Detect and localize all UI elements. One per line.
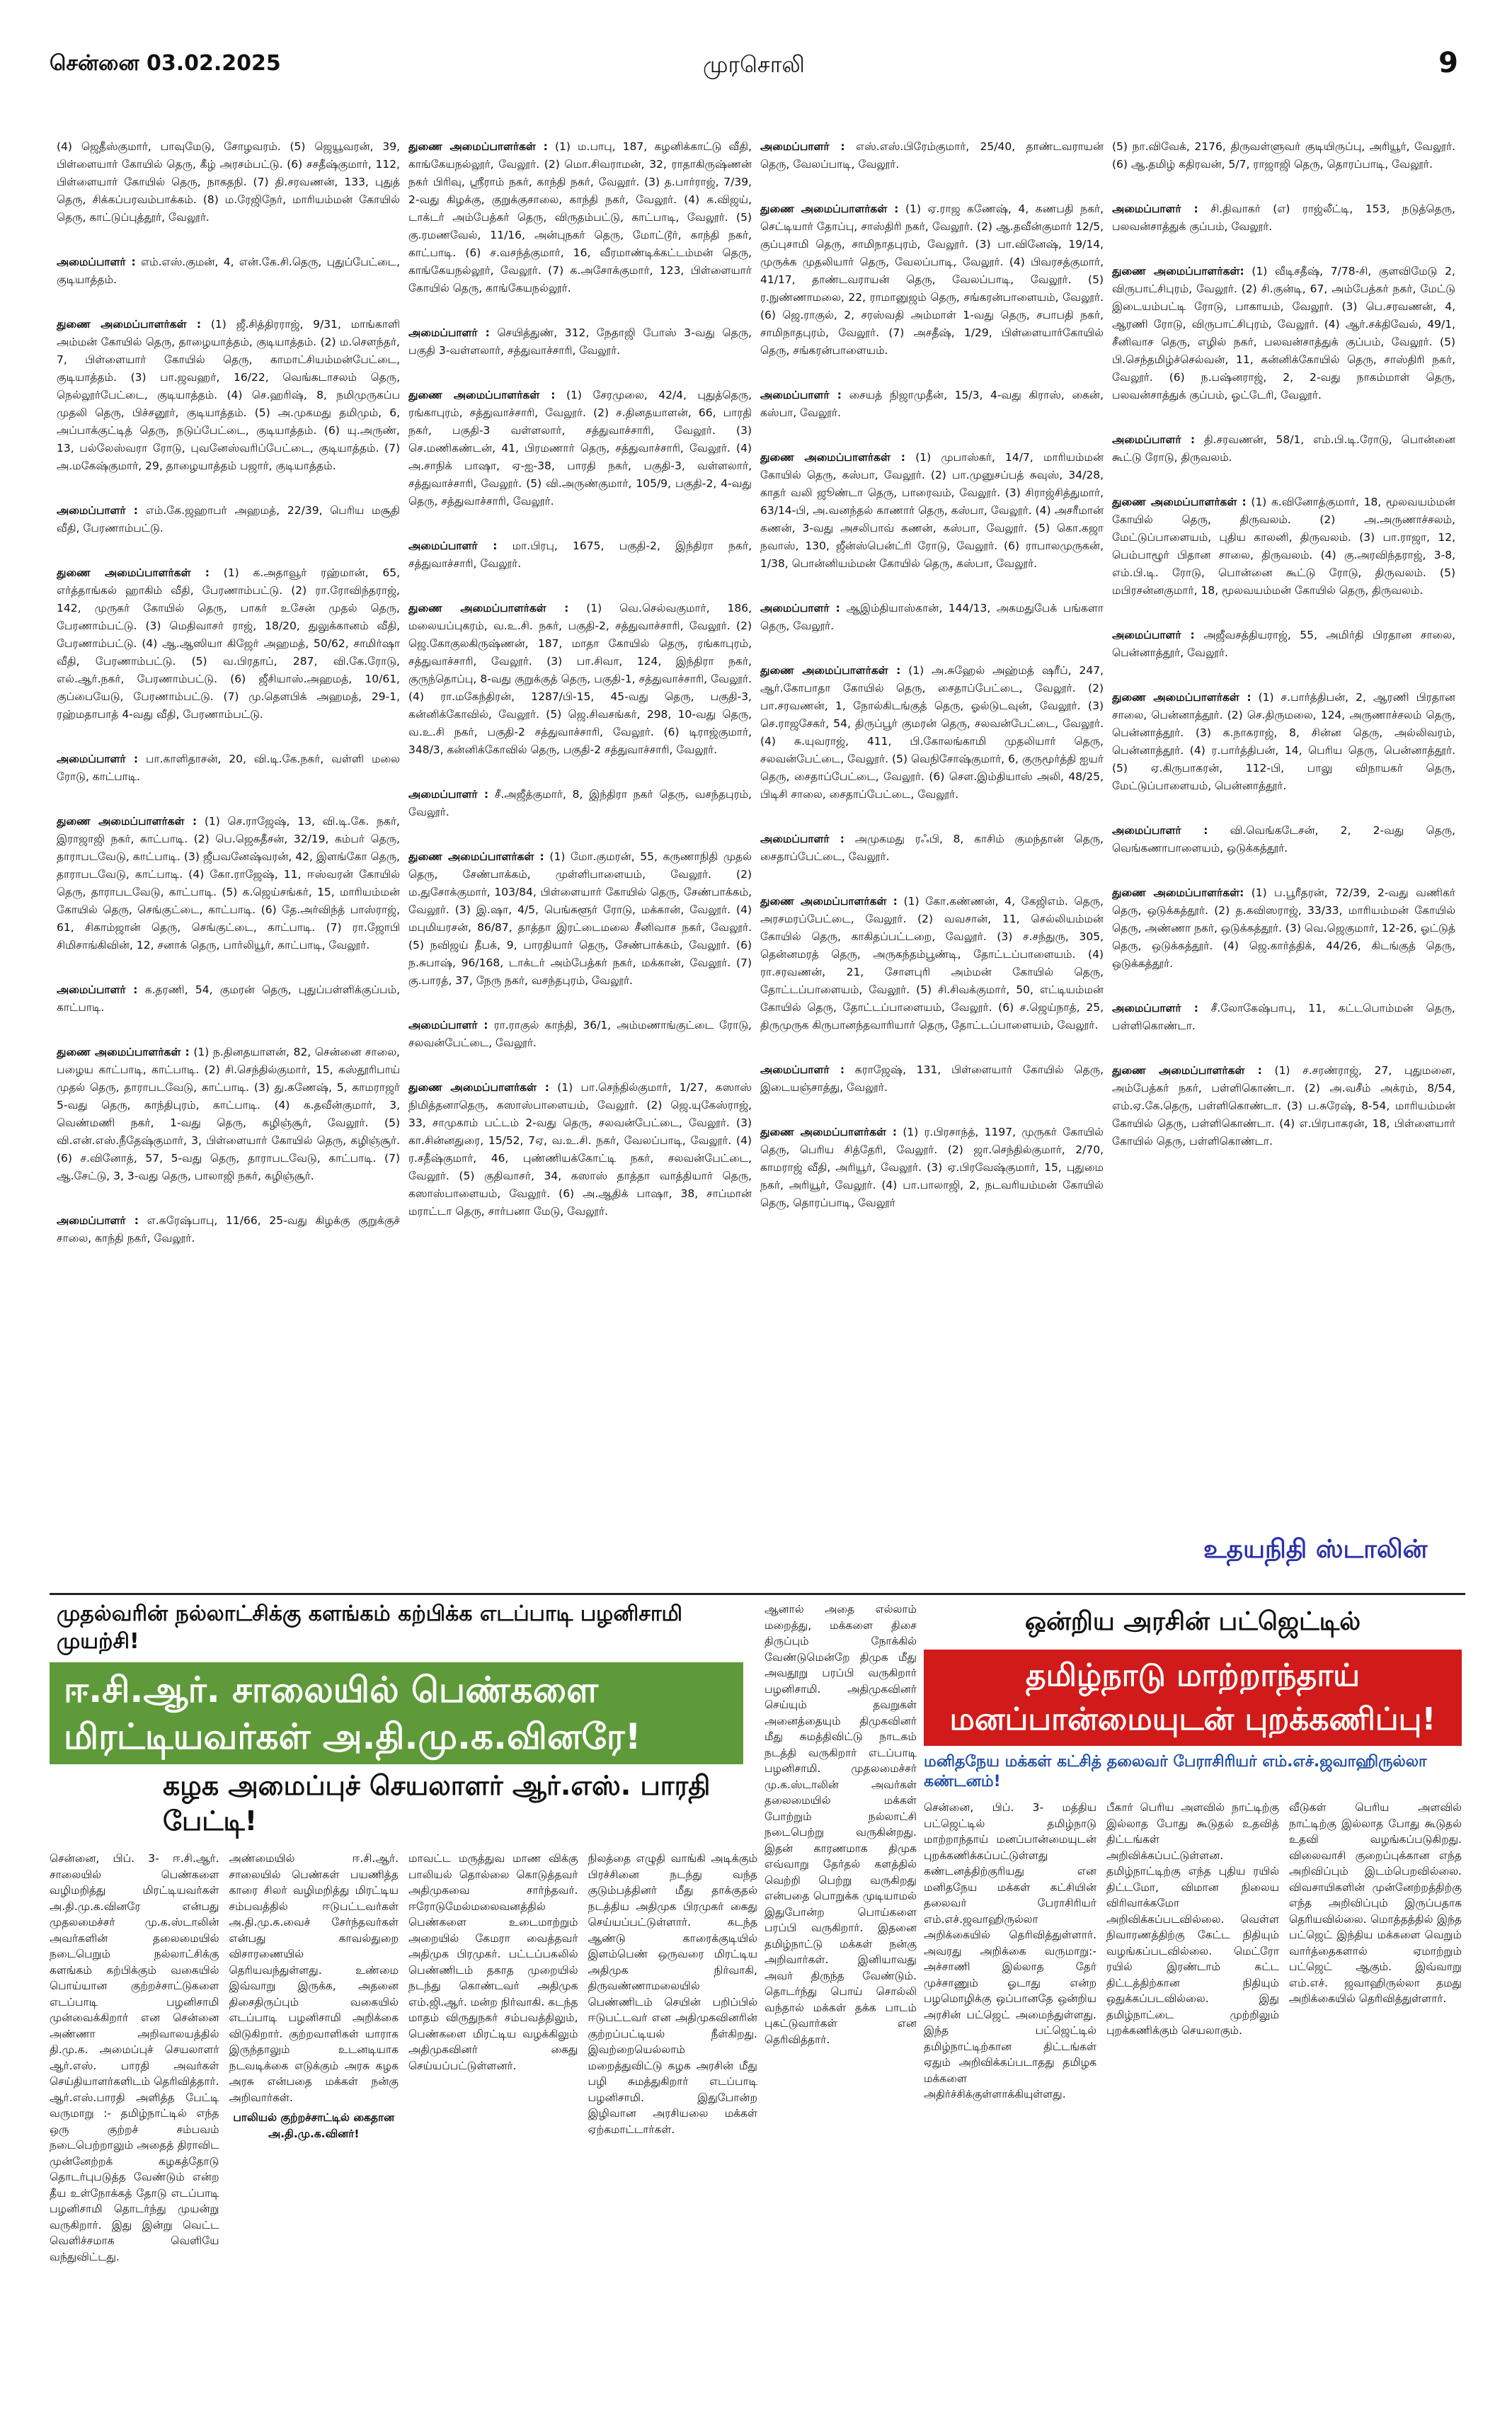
- entry-text: (1) ச.சரண்ராஜ், 27, புதுமனை, அம்பேத்கர் நகர், பள்ளிகொண்டா. (2) அ.வசீம் அக்ரம், 8/54, எம்.ஏ.கே.தெரு, பள்ளிகொண்டா. (3) ப.சுரேஷ், 8-54, மாரியம்மன் கோயில் தெரு, பள்ளிகொண்டா. (4) எ.பிரபாகரன், 18, பிள்ளையார் கோயில் தெரு, பள்ளிகொண்டா.: [1112, 1064, 1455, 1148]
- entry-text: (1) ச.பார்த்திபன், 2, ஆரணி பிரதான சாலை, பென்னாத்தூர். (2) செ.திருமலை, 124, அருணாச்சலம் தெரு, பென்னாத்தூர். (3) க.நாகராஜ், 8, சின்ன தெரு, அல்லிவரம், பென்னாத்தூர். (4) ர.பார்த்திபன், 14, பெரிய தெரு, பென்னாத்தூர். (5) ஏ.கிருபாகரன், 112-பி, பாலு விநாயகர் தெரு, மேட்டுப்பாளையம், பென்னாத்தூர்.: [1112, 691, 1455, 792]
- entry-text: தி.சரவணன், 58/1, எம்.பி.டி.ரோடு, பொன்னை கூட்டு ரோடு, திருவலம்.: [1112, 433, 1455, 464]
- entry-role-label: அமைப்பாளர் :: [1112, 202, 1198, 215]
- entry-text: சீ.லோகேஷ்பாபு, 11, கட்டபொம்மன் தெரு, பள்ளிகொண்டா.: [1112, 1002, 1455, 1032]
- listing-entry: [1112, 627, 1455, 662]
- entry-role-label: அமைப்பாளர் :: [760, 389, 842, 401]
- entry-text: எம்.எஸ்.குமன், 4, என்.கே.சி.தெரு, புதுப்பேட்டை, குடியாத்தம்.: [57, 256, 400, 286]
- entry-role-label: அமைப்பாளர் :: [408, 1019, 488, 1032]
- listing-entry: [760, 1061, 1104, 1097]
- entry-text: (1) வெ.செல்வகுமார், 186, மலையப்புகரம், வ.உ.சி. நகர், பகுதி-2, சத்துவாச்சாரி, வேலூர். (2) ஜெ.கோகுலகிருஷ்ணன், 187, மாதா கோயில் தெரு, ரங்காபுரம், சத்துவாச்சாரி, வேலூர். (3) பா.சிவா, 124, இந்திரா நகர், குருந்தொப்பு, 8-வது குறுக்குத் தெரு, பகுதி-1, சத்துவாச்சாரி, வேலூர். (4) ரா.மகேந்திரன், 1287/பி-15, 45-வது தெரு, பகுதி-3, கன்னிக்கோவில், வேலூர். (5) ஜெ.சிவசங்கர், 298, 10-வது தெரு, வ.உ.சி நகர், பகுதி-2 சத்துவாச்சாரி, வேலூர். (6) டிராஜ்குமார், 348/3, கன்னிக்கோவில் தெரு, பகுதி-2 சத்துவாச்சாரி, வேலூர்.: [408, 602, 752, 756]
- entry-text: (1) செ.ராஜேஷ், 13, வி.டி.கே. நகர், இராஜாஜி நகர், காட்பாடி. (2) பெ.ஜெகதீசன், 32/19, கம்பர் தெரு, தாராபடவேடு, காட்பாடி. (3) ஜீபவனேஷ்வரன், 42, இளங்கோ தெரு, தாராபடவேடு, காட்பாடி. (4) கோ.ராஜேஷ், 11, ஈஸ்வரன் கோயில் தெரு, தாராபடவேடு, காட்பாடி. (5) க.ஜெய்சங்கர், 15, மாரியம்மன் கோயில் தெரு, செங்குட்டை, காட்பாடி. (6) தே.அர்விந்த் பாஸ்ராஜ், 61, சிகாம்ஜான் தெரு, செங்குட்டை, காட்பாடி. (7) ரா.ஜோபி சிமிசாங்கிவின், 12, சனாக் தெரு, பார்லியூர், காட்பாடி, வேலூர்.: [57, 815, 400, 952]
- listing-entry: [760, 387, 1104, 422]
- entry-text: சீ.அஜீத்குமார், 8, இந்திரா நகர் தெரு, வசந்தபுரம், வேலூர்.: [408, 788, 752, 818]
- listing-entry: [57, 813, 400, 954]
- entry-text: (1) க.வினோத்குமார், 18, மூலவயம்மன் கோயில் தெரு, திருவலம். (2) அ.அருணாச்சலம், மேட்டுப்பாளையம், புதிய காலனி, திருவலம். (3) பா.ராஜா, 12, பெம்பாழூர் பிதான சாலை, திருவலம். (4) கு.அரவிந்தராஜ், 3-8, எம்.பி.டி. ரோடு, பொன்னை கூட்டு ரோடு, திருவலம். (5) மபிரசன்னகுமார், 18, மூலவயம்மன் கோயில் தெரு, திருவலம்.: [1112, 496, 1455, 597]
- entry-text: (1) ஏ.ராஜ கணேஷ், 4, கணபதி நகர், செட்டியார் தோப்பு, சாஸ்திரி நகர், வேலூர். (2) ஆ.தவீன்குமார் 12/5, குப்புசாமி தெரு, சாமிநாதபுரம், வேலூர். (3) பா.வினேஷ், 19/14, முருக்க முதலியார் தெரு, வேலப்பாடி, வேலூர். (4) பிவரசத்குமார், 41/17, தாண்டவராயன் தெரு, வேலப்பாடி, வேலூர். (5) ர.நுண்ணாமலை, 22, ராமானுஜம் தெரு, சங்கரன்பாளையம், வேலூர். (6) ஜெ.ராகுல், 2, சரஸ்வதி அம்மாள் 1-வது தெரு, சபாபதி நகர், சாமிநாதபுரம், வேலூர். (7) அசதீஷ், 1/29, பிள்ளையார்கோயில் தெரு, சங்கரன்பாளையம்.: [760, 202, 1104, 357]
- entry-role-label: துணை அமைப்பாளர்கள் :: [408, 389, 556, 401]
- entry-role-label: அமைப்பாளர் :: [1112, 433, 1196, 446]
- right-article-column: சென்னை, பிப். 3- மத்திய பட்ஜெட்டில் தமிழ்நாடு மாற்றாந்தாய் மனப்பான்மையுடன் புறக்கணிக்கப்பட்டுள்ளது கண்டனத்திற்குரியது என மனிதநேய மக்கள் கட்சியின் தலைவர் பேராசிரியர் எம்.எச்.ஜவாஹிருல்லா அறிக்கையில் தெரிவித்துள்ளார். அவரது அறிக்கை வருமாறு:- அச்சாணி இல்லாத தேர் முச்சாணும் ஓடாது என்ற பழமொழிக்கு ஒப்பானதே ஒன்றிய அரசின் பட்ஜெட் அமைந்துள்ளது. இந்த பட்ஜெட்டில் தமிழ்நாட்டிற்கான திட்டங்கள் ஏதும் அறிவிக்கப்படாதது தமிழக மக்களை அதிர்ச்சிக்குள்ளாக்கியுள்ளது.: [924, 1801, 1096, 2101]
- entry-text: (1) க.அதாவூர் ரஹ்மான், 65, எர்த்தாங்கல் ஹாகிம் வீதி, பேரணாம்பட்டு. (2) ரா.ரோவிந்தராஜ், 142, முருகர் கோயில் தெரு, பாகர் உசேன் முதல் தெரு, பேரணாம்பட்டு. (3) மெதிவாசர் ராஜ், 18/20, துலுக்கானம் வீதி, பேரணாம்பட்டு. (4) ஆ.ஆஸியா கிஜேர் அஹமத், 50/62, சாமிர்ஷா வீதி, பேரணாம்பட்டு. (5) வ.பிரதாப், 287, வி.கே.ரோடு, எல்.ஆர்.நகர், பேரணாம்பட்டு. (6) ஜீசியாஸ்.அஹமத், 10/61, குப்பையேடு, பேரணாம்பட்டு. (7) மு.தெளபிக் அஹமத், 29-1, ரஹ்மதாபாத் 4-வது வீதி, பேரணாம்பட்டு.: [57, 566, 401, 721]
- listing-entry: [57, 138, 400, 227]
- listing-entry: [760, 893, 1104, 1034]
- entry-text: மா.பிரபு, 1675, பகுதி-2, இந்திரா நகர், சத்துவாச்சாரி, வேலூர்.: [408, 539, 752, 570]
- listing-entry: [408, 324, 752, 360]
- entry-role-label: துணை அமைப்பாளர்கள் :: [408, 1081, 549, 1094]
- listing-column: [57, 138, 407, 1586]
- entry-role-label: துணை அமைப்பாளர்கள் :: [760, 451, 905, 464]
- left-article-column: [229, 1851, 399, 2417]
- left-article-column: நிலத்தை எழுதி வாங்கி அடிக்கும் பிரச்சினை நடந்து வந்த குடும்பத்தினர் மீது தாக்குதல் நடத்திய அதிமுக பிரமுகர் கைது செய்யப்பட்டுள்ளார். கடந்த ஆண்டு காரைக்குடியில் இளம்பெண் ஒருவரை மிரட்டிய அதிமுக நிர்வாகி, திருவண்ணாமலையில் பெண்ணிடம் செயின் பறிப்பில் ஈடுபட்டவர் என அதிமுகவினரின் குற்றப்பட்டியல் நீள்கிறது. இவற்றையெல்லாம் மறைத்துவிட்டு கழக அரசின் மீது பழி சுமத்துகிறார் எடப்பாடி பழனிசாமி. இதுபோன்ற இழிவான அரசியலை மக்கள் ஏற்கமாட்டார்கள்.: [588, 1852, 757, 2136]
- entry-role-label: அமைப்பாளர் :: [760, 602, 840, 615]
- entry-role-label: துணை அமைப்பாளர்கள் :: [1112, 691, 1252, 704]
- listing-entry: [57, 981, 400, 1017]
- listing-entry: [1112, 822, 1455, 857]
- listing-entry: [760, 662, 1104, 804]
- right-article-kicker: ஒன்றிய அரசின் பட்ஜெட்டில்: [1024, 1607, 1361, 1636]
- entry-role-label: அமைப்பாளர் :: [57, 256, 136, 268]
- entry-text: க.தரணி, 54, குமரன் தெரு, புதுப்பள்ளிக்குப்பம், காட்பாடி.: [57, 983, 400, 1014]
- left-article-headline: ஈ.சி.ஆர். சாலையில் பெண்களை மிரட்டியவர்கள் அ.தி.மு.க.வினரே!: [50, 1662, 743, 1764]
- entry-role-label: துணை அமைப்பாளர்கள் :: [408, 140, 548, 153]
- entry-role-label: அமைப்பாளர் :: [57, 1214, 139, 1227]
- right-article-body: [924, 1800, 1462, 2352]
- right-article-subhead: மனிதநேய மக்கள் கட்சித் தலைவர் பேராசிரியர் எம்.எச்.ஜவாஹிருல்லா கண்டனம்!: [924, 1753, 1427, 1790]
- page-number: 9: [1438, 47, 1458, 79]
- entry-text: ரா.ராகுல் காந்தி, 36/1, அம்மணாங்குட்டை ரோடு, சலவன்பேட்டை, வேலூர்.: [408, 1019, 752, 1049]
- entry-text: (1) ந.தினதயாளன், 82, சென்னை சாலை, பழைய காட்பாடி, காட்பாடி. (2) சி.செந்தில்குமார், 15, கஸ்தூரிபாய் முதல் தெரு, தாராபடவேடு, காட்பாடி. (3) து.கணேஷ், 5, காமராஜர் 5-வது தெரு, காந்திபுரம், காட்பாடி. (4) க.தவீன்குமார், 3, வெண்மணி நகர், 1-வது தெரு, கழிஞ்சூர், வேலூர். (5) வி.என்.எஸ்.நீதேஷ்குமார், 3, பிள்ளையார் கோயில் தெரு, கழிஞ்சூர். (6) ச.வினோத், 57, 5-வது தெரு, தாராபடவேடு, காட்பாடி. (7) ஆ.சேட்டு, 3, 3-வது தெரு, பாலாஜி நகர், கழிஞ்சூர்.: [57, 1046, 400, 1182]
- entry-role-label: அமைப்பாளர் :: [57, 504, 139, 517]
- entry-text: (1) வீடிசதீஷ், 7/78-சி, குளவிமேடு 2, விருபாட்சிபுரம், வேலூர். (2) சி.குன்டி, 67, அம்பேத்கர் நகர், மேட்டு இடையம்பட்டி ரோடு, பாகாயம், வேலூர். (3) பெ.சரவணன், 4, ஆரணி ரோடு, விருபாட்சிபுரம், வேலூர். (4) ஆர்.சக்திவேல், 49/1, சீனிவாச தெரு, எழில் நகர், பலவன்சாத்துக் குப்பம், வேலூர். (5) பி.செந்தமிழ்ச்செல்வன், 11, கன்னிக்கோயில் தெரு, சாஸ்திரி நகர், வேலூர். (6) ந.பஷ்னராஜ், 2, 2-வது நாகம்மாள் தெரு, பலவன்சாத்துக் குப்பம், ஓட்டேரி, வேலூர்.: [1112, 265, 1455, 401]
- listing-entry: [57, 502, 400, 537]
- listing-entry: [1112, 431, 1455, 467]
- header-date: சென்னை 03.02.2025: [50, 51, 281, 76]
- entry-text: (1) பா.செந்தில்குமார், 1/27, கஸாஸ் நிமித்தனாதெரு, கஸாஸ்பாளையம், வேலூர். (2) ஜெ.யுகேஸ்ராஜ், 33, சாமுகாம் பட்டம் 2-வது தெரு, சலவன்பேட்டை, வேலூர். (3) கா.சின்னதுரை, 15/52, 7ஏ, வ.உ.சி. நகர், வேலப்பாடி, வேலூர். (4) ர.சதீஷ்குமார், 46, புண்ணியக்கோட்டி நகர், சலவன்பேட்டை, வேலூர். (5) குதிவாசர், 34, கஸாஸ் தாத்தா வாத்தியார் தெரு, கஸாஸ்பாளையம், வேலூர். (6) அ.ஆதிக் பாஷா, 38, சாப்மான் மராட்டா தெரு, சார்பனா மேடு, வேலூர்.: [408, 1081, 752, 1218]
- listing-entry: [760, 830, 1104, 866]
- left-article-body: [50, 1851, 757, 2417]
- appointments-listing: [57, 138, 1462, 1586]
- listing-entry: [408, 600, 752, 759]
- left-article-column-text: அண்மையில் ஈ.சி.ஆர். சாலையில் பெண்கள் பயணித்த காரை சிலர் வழிமறித்து மிரட்டிய சம்பவத்தில் ஈடுபட்டவர்கள் அ.தி.மு.க.வைச் சேர்ந்தவர்கள் என்பது காவல்துறை விசாரணையில் தெரியவந்துள்ளது. உண்மை இவ்வாறு இருக்க, அதனை திசைதிருப்பும் வகையில் எடப்பாடி பழனிசாமி அறிக்கை விடுகிறார். குற்றவாளிகள் யாராக இருந்தாலும் உடனடியாக நடவடிக்கை எடுக்கும் அரசு கழக அரசு என்பதை மக்கள் நன்கு அறிவார்கள்.: [229, 1852, 399, 2104]
- listing-entry: [1112, 689, 1455, 795]
- entry-role-label: துணை அமைப்பாளர்கள் :: [1112, 496, 1247, 508]
- entry-role-label: அமைப்பாளர் :: [1112, 824, 1208, 837]
- entry-text: ஆஇம்தியாஸ்கான், 144/13, அகமதுபேக் பங்களா தெரு, வேலூர்.: [760, 602, 1104, 632]
- signature: உதயநிதி ஸ்டாலின்: [1203, 1535, 1428, 1564]
- entry-text: (1) அ.சுஹேல் அஹ்மத் ஷரீப், 247, ஆர்.கோபாதா கோயில் தெரு, சைதாப்பேட்டை, வேலூர். (2) பா.சரவணன், 1, நோல்கிடங்குத் தெரு, ஓல்டுடவுன், வேலூர். (3) செ.ராஜசேகர், 54, திருப்பூர் குமரன் தெரு, சலவன்பேட்டை, வேலூர். (4) சு.யுவராஜ், 411, பி.கோலங்காமி முதலியார் தெரு, சலவன்பேட்டை, வேலூர். (5) வெநிசோஷ்குமார், 6, குருமூர்த்தி ஐயர் தெரு, சைதாப்பேட்டை, வேலூர். (6) செள.இம்தியாஸ் அலி, 48/25, பிடிசி சாலை, சைதாப்பேட்டை, வேலூர்.: [760, 664, 1104, 801]
- listing-entry: [1112, 1000, 1455, 1035]
- entry-role-label: துணை அமைப்பாளர்கள் :: [57, 566, 210, 579]
- listing-entry: [1112, 200, 1455, 236]
- entry-role-label: துணை அமைப்பாளர்கள் :: [1112, 1064, 1262, 1077]
- listing-column: [1112, 138, 1462, 1586]
- page-header: [50, 47, 1458, 86]
- right-article-headline: தமிழ்நாடு மாற்றாந்தாய் மனப்பான்மையுடன் புறக்கணிப்பு!: [924, 1650, 1462, 1746]
- left-article-kicker: முதல்வரின் நல்லாட்சிக்கு களங்கம் கற்பிக்க எடப்பாடி பழனிசாமி முயற்சி!: [57, 1601, 683, 1654]
- listing-entry: [760, 600, 1104, 635]
- entry-text: சையத் நிஜாமுதீன், 15/3, 4-வது கிராஸ், கைன், கஸ்பா, வேலூர்.: [760, 389, 1104, 419]
- listing-entry: [57, 253, 400, 289]
- entry-role-label: அமைப்பாளர் :: [760, 1063, 845, 1076]
- listing-entry: [57, 750, 400, 786]
- entry-text: எ.சுரேஷ்பாபு, 11/66, 25-வது கிழக்கு குறுக்குச் சாலை, காந்தி நகர், வேலூர்.: [57, 1214, 400, 1245]
- entry-text: (1) சேரமுலை, 42/4, புதுத்தெரு, ரங்காபுரம், சத்துவாச்சாரி, வேலூர். (2) ச.தினதயாளன், 66, பாரதி நகர், பகுதி-3 வள்ளலார், சத்துவாச்சாரி, வேலூர். (3) செ.மணிகண்டன், 41, பிரமணார் தெரு, சத்துவாச்சாரி, வேலூர். (4) அ.சாநிக் பாஷா, ஏ-ஐ-38, பாரதி நகர், பகுதி-3, வள்ளலார், சத்துவாச்சாரி, வேலூர். (5) வி.அருண்குமார், 105/9, பகுதி-2, 4-வது தெரு, சத்துவாச்சாரி, வேலூர்.: [408, 389, 752, 508]
- entry-role-label: துணை அமைப்பாளர்கள் :: [760, 202, 899, 215]
- entry-role-label: துணை அமைப்பாளர்கள் :: [408, 602, 569, 615]
- listing-entry: [408, 848, 752, 990]
- listing-entry: [57, 1044, 400, 1185]
- listing-entry: [57, 564, 400, 724]
- listing-entry: [57, 1212, 400, 1247]
- entry-role-label: துணை அமைப்பாளர்கள் :: [57, 318, 202, 331]
- entry-text: (1) ர.பிரசாந்த், 1197, முருகர் கோயில் தெரு, பெரிய சித்தேரி, வேலூர். (2) ஜா.செந்தில்குமார், 2/70, காமராஜ் வீதி, அரியூர், வேலூர். (3) ஏ.பிரவேஷ்குமார், 15, புதுமை நகர், அரியூர், வேலூர். (4) பா.பாலாஜி, 2, நடவரியம்மன் கோயில் தெரு, தொரப்பாடி, வேலூர்: [760, 1126, 1104, 1209]
- newspaper-name: முரசொலி: [703, 51, 805, 78]
- entry-text: (1) ஜீ.சித்திரராஜ், 9/31, மாங்காளி அம்மன் கோயில் தெரு, தாழையாத்தம், குடியாத்தம். (2) ம.செளந்தர், 7, பிள்ளையார் கோயில் தெரு, காமாட்சியம்மன்பேட்டை, குடியாத்தம். (3) பா.ஜவஹர், 16/22, வெங்கடாசலம் தெரு, நெல்லூர்பேட்டை, குடியாத்தம். (4) செ.ஹரிஷ், 8, நமிமுருகப்ப முதலி தெரு, பிச்சனூர், குடியாத்தம். (5) அ.முகமது தமிமும், 6, அப்பாக்குட்டித் தெரு, நடுப்பேட்டை, குடியாத்தம். (6) யு.அருண், 13, பல்லேஸ்வரா ரோடு, புவனேஸ்வரிப்பேட்டை, குடியாத்தம். (7) அ.மகேஷ்குமார், 29, தாழையாத்தம் பஜார், குடியாத்தம்.: [57, 318, 400, 472]
- right-article-column: பீகார் பெரிய அளவில் நாட்டிற்கு இல்லாத போது கூடுதல் உதவித் திட்டங்கள் அறிவிக்கப்பட்டுள்ளன. தமிழ்நாட்டிற்கு எந்த புதிய ரயில் திட்டமோ, விமான நிலைய விரிவாக்கமோ அறிவிக்கப்படவில்லை. வெள்ள நிவாரணத்திற்கு கேட்ட நிதியும் வழங்கப்படவில்லை. மெட்ரோ ரயில் இரண்டாம் கட்ட திட்டத்திற்கான நிதியும் ஒதுக்கப்படவில்லை. இது தமிழ்நாட்டை முற்றிலும் புறக்கணிக்கும் செயலாகும்.: [1106, 1801, 1279, 2037]
- right-article-column: வீடுகள் பெரிய அளவில் நாட்டிற்கு இல்லாத போது கூடுதல் உதவி வழங்கப்படுகிறது. விலைவாசி குறைப்புக்கான எந்த அறிவிப்பும் இடம்பெறவில்லை. விவசாயிகளின் முன்னேற்றத்திற்கு எந்த அறிவிப்பும் இருப்பதாக தெரியவில்லை. மொத்தத்தில் இந்த பட்ஜெட் இந்திய மக்களை வெறும் வார்த்தைகளால் ஏமாற்றும் பட்ஜெட் ஆகும். இவ்வாறு எம்.எச். ஜவாஹிருல்லா தமது அறிக்கையில் தெரிவித்துள்ளார்.: [1289, 1801, 1462, 2005]
- entry-text: அஜீவசத்தியராஜ், 55, அமிர்தி பிரதான சாலை, பென்னாத்தூர், வேலூர்.: [1112, 629, 1455, 659]
- entry-role-label: துணை அமைப்பாளர்கள் :: [760, 664, 901, 677]
- entry-text: சி.திவாகர் (எ) ராஜ்லீட்டி, 153, நடுத்தெரு, பலவன்சாத்துக் குப்பம், வேலூர்.: [1112, 202, 1455, 233]
- entry-text: பா.காளிதாசன், 20, வி.டி.கே.நகர், வள்ளி மலை ரோடு, காட்பாடி.: [57, 753, 400, 783]
- entry-text: (1) ம.பாபு, 187, கழனிக்காட்டு வீதி, காங்கேயநல்லூர், வேலூர். (2) மொ.சிவராமன், 32, ராதாகிருஷ்ணன் நகர் பிரிவு, ஸ்ரீராம் நகர், காந்தி நகர், வேலூர். (3) த.பார்ராஜ், 7/39, 2-வது கிழக்கு, குறுக்குசாலை, காந்தி நகர், வேலூர். (4) க.விஜய், டாக்டர் அம்பேத்கர் தெரு, விருதம்பட்டு, காட்பாடி, வேலூர். (5) கு.ரமணவேல், 11/16, அன்புநகர் தெரு, மோட்டூர், காந்தி நகர், காட்பாடி. (6) ச.வசந்த்குமார், 16, வீரமாண்டிக்கட்டம்மன் தெரு, காங்கேயநல்லூர், வேலூர். (7) க.அசோக்குமார், 123, பிள்ளையார் கோயில் தெரு, காங்கேயநல்லூர்.: [408, 140, 752, 295]
- listing-entry: [408, 1079, 752, 1221]
- left-article: [50, 1601, 757, 2309]
- listing-column: [408, 138, 759, 1586]
- left-article-subhead: கழக அமைப்புச் செயலாளர் ஆர்.எஸ். பாரதி பேட்டி!: [163, 1770, 711, 1836]
- listing-entry: [1112, 138, 1455, 173]
- entry-role-label: துணை அமைப்பாளர்கள் :: [57, 1046, 190, 1058]
- entry-text: (1) கோ.கண்ணன், 4, கேஜிஎம். தெரு, அரசமரப்பேட்டை, வேலூர். (2) வவசான், 11, செல்லியம்மன் கோயில் தெரு, காகிதப்பட்டறை, வேலூர். (3) ச.சந்துரு, 305, தென்னமரத் தெரு, அருகந்தம்பூண்டி, தோட்டப்பாளையம். (4) ரா.சரவணன், 21, சோளபுரி அம்மன் கோயில் தெரு, தோட்டப்பாளையம், வேலூர். (5) சி.சிவக்குமார், 50, எட்டியம்மன் கோயில் தெரு, தோட்டப்பாளையம், வேலூர். (6) ச.ஜெய்நாத், 25, திருமுருக கிருபானந்தவாரியார் தெரு, தோட்டப்பாளையம், வேலூர்.: [760, 895, 1104, 1032]
- entry-role-label: அமைப்பாளர் :: [1112, 1002, 1198, 1015]
- entry-role-label: அமைப்பாளர் :: [760, 833, 844, 845]
- listing-entry: [408, 138, 752, 297]
- entry-role-label: அமைப்பாளர் :: [408, 326, 490, 339]
- listing-entry: [408, 1017, 752, 1052]
- entry-role-label: துணை அமைப்பாளர்கள்:: [1112, 886, 1244, 899]
- entry-role-label: அமைப்பாளர் :: [1112, 629, 1195, 641]
- entry-role-label: துணை அமைப்பாளர்கள் :: [408, 850, 544, 863]
- listing-entry: [760, 1124, 1104, 1212]
- listing-entry: [408, 537, 752, 573]
- listing-entry: [57, 316, 400, 475]
- entry-role-label: துணை அமைப்பாளர்கள் :: [760, 1126, 898, 1138]
- left-article-boxhead: பாலியல் குற்றச்சாட்டில் கைதான அ.தி.மு.க.வினர்!: [233, 2111, 395, 2140]
- entry-text: எம்.கே.ஜஹாபர் அஹமத், 22/39, பெரிய மசூதி வீதி, பேரணாம்பட்டு.: [57, 504, 400, 535]
- left-article-column: மாவட்ட மருத்துவ மாண விக்கு பாலியல் தொல்லை கொடுத்தவர் அதிமுகவை சார்ந்தவர். ஈரோடுமேல்மலைவனத்தில் பெண்களை உடைமாற்றும் அறையில் கேமரா வைத்தவர் அதிமுக பிரமுகர். பட்டப்பகலில் பெண்ணிடம் தகாத முறையில் நடந்து கொண்டவர் அதிமுக எம்.ஜி.ஆர். மன்ற நிர்வாகி. கடந்த மாதம் விருதுநகர் சம்பவத்திலும், பெண்களை மிரட்டிய வழக்கிலும் அதிமுகவினர் கைது செய்யப்பட்டுள்ளனர்.: [408, 1852, 578, 2072]
- section-divider: [50, 1593, 1465, 1595]
- entry-text: (5) நா.விவேக், 2176, திருவள்ளுவர் குடியிருப்பு, அரியூர், வேலூர். (6) ஆ.தமிழ் கதிரவன், 5/7, ராஜாஜி தெரு, தொரப்பாடி, வேலூர்.: [1112, 140, 1455, 171]
- entry-text: வி.வெங்கடேசன், 2, 2-வது தெரு, வெங்கணாபாளையம், ஒடுக்கத்தூர்.: [1112, 824, 1455, 855]
- entry-text: செயித்துண், 312, நேதாஜி போஸ் 3-வது தெரு, பகுதி 3-வள்ளலார், சத்துவாச்சாரி, வேலூர்.: [408, 326, 752, 357]
- entry-role-label: அமைப்பாளர் :: [408, 788, 489, 801]
- entry-role-label: துணை அமைப்பாளர்கள் :: [760, 895, 898, 908]
- entry-text: அமுகமது ரஃபி, 8, காசிம் குமந்தான் தெரு, சைதாப்பேட்டை, வேலூர்.: [760, 833, 1104, 863]
- left-article-continuation: ஆனால் அதை எல்லாம் மறைத்து, மக்களை திசை திருப்பும் நோக்கில் வேண்டுமென்றே திமுக மீது அவதூறு பரப்பி வருகிறார் பழனிசாமி. அதிமுகவினர் செய்யும் தவறுகள் அனைத்தையும் திமுகவினர் மீது சுமத்திவிட்டு நாடகம் நடத்தி வருகிறார் எடப்பாடி பழனிசாமி. முதலமைச்சர் மு.க.ஸ்டாலின் அவர்கள் தலைமையில் மக்கள் போற்றும் நல்லாட்சி நடைபெற்று வருகின்றது. இதன் காரணமாக திமுக எவ்வாறு தேர்தல் களத்தில் வெற்றி பெற்று வருகிறது என்பதை பொறுக்க முடியாமல் இதுபோன்ற பொய்களை பரப்பி வருகிறார். இதனை தமிழ்நாட்டு மக்கள் நன்கு அறிவார்கள். இனியாவது அவர் திருந்த வேண்டும். தொடர்ந்து பொய் சொல்லி வந்தால் மக்கள் தக்க பாடம் புகட்டுவார்கள் என தெரிவித்தார்.: [764, 1603, 917, 2046]
- listing-entry: [1112, 884, 1455, 973]
- listing-entry: [760, 138, 1104, 173]
- entry-text: (1) மோ.குமரன், 55, கருணாநிதி முதல் தெரு, சேண்பாக்கம், முள்ளிபாளையம், வேலூர். (2) ம.துசோக்குமார், 103/84, பிள்ளையார் கோயில் தெரு, சேண்பாக்கம், வேலூர். (3) இ.ஷா, 4/5, பெங்களூர் ரோடு, மக்கான், வேலூர். (4) மபுமியரசன், 86/87, தாத்தா இரட்டைமலை சீனிவாச நகர், வேலூர். (5) நவிஜய் தீபக், 9, பாரதியார் தெரு, சேண்பாக்கம், வேலூர். (6) ந.சுபாஷ், 96/168, டாக்டர் அம்பேத்கர் நகர், மக்கான், வேலூர். (7) கு.பாரத், 37, நேரு நகர், வசந்தபுரம், வேலூர்.: [408, 850, 752, 987]
- entry-role-label: அமைப்பாளர் :: [57, 753, 139, 765]
- listing-column: [760, 138, 1111, 1586]
- listing-entry: [408, 387, 752, 510]
- listing-entry: [1112, 1062, 1455, 1150]
- entry-text: (4) ஜெதீஸ்குமார், பாவுமேடு, சோழவரம். (5) ஜெயூவரன், 39, பிள்ளையார் கோயில் தெரு, கீழ் அரசம்பட்டு. (6) சசதீஷ்குமார், 112, பிள்ளையார் கோயில் தெரு, நாகதநி. (7) தி.சரவணன், 133, புதுத் தெரு, சிக்கப்பரவம்பாக்கம். (8) ம.ரேஜிநேர், மாரியம்மன் கோயில் தெரு, காட்டுப்புத்தூர், வேலூர்.: [57, 140, 400, 224]
- entry-role-label: அமைப்பாளர் :: [408, 539, 498, 552]
- entry-role-label: துணை அமைப்பாளர்கள்:: [1112, 265, 1244, 278]
- listing-entry: [408, 786, 752, 821]
- listing-entry: [760, 449, 1104, 573]
- entry-text: (1) ப.பூரீதரன், 72/39, 2-வது வணிகர் தெரு, ஒடுக்கத்தூர். (2) த.கவிஸராஜ், 33/33, மாரியம்மன் கோயில் தெரு, அண்ணா நகர், ஒடுக்கத்தூர். (3) வெ.ஜெகுமார், 12-26, ஓட்டுத் தெரு, ஒடுக்கத்தூர். (4) ஜெ.கார்த்திக், 44/26, கிடங்குத் தெரு, ஒடுக்கத்தூர்.: [1112, 886, 1455, 970]
- entry-text: எஸ்.எஸ்.பிரேம்குமார், 25/40, தாண்டவராயன் தெரு, வேலப்பாடி, வேலூர்.: [760, 140, 1104, 171]
- entry-role-label: அமைப்பாளர் :: [57, 983, 138, 996]
- listing-entry: [1112, 263, 1455, 404]
- entry-text: கராஜேஷ், 131, பிள்ளையார் கோயில் தெரு, இடையஞ்சாத்து, வேலூர்.: [760, 1063, 1104, 1094]
- listing-entry: [1112, 493, 1455, 600]
- left-article-column: சென்னை, பிப். 3- ஈ.சி.ஆர். சாலையில் பெண்களை வழிமறித்து மிரட்டியவர்கள் அ.தி.மு.க.வினரே என்பது முதலமைச்சர் மு.க.ஸ்டாலின் அவர்களின் தலைமையில் நடைபெறும் நல்லாட்சிக்கு களங்கம் கற்பிக்கும் வகையில் பொய்யான குற்றச்சாட்டுகளை எடப்பாடி பழனிசாமி முன்வைக்கிறார் என சென்னை அண்ணா அறிவாலயத்தில் தி.மு.க. அமைப்புச் செயலாளர் ஆர்.எஸ். பாரதி அவர்கள் செய்தியாளர்களிடம் தெரிவித்தார். ஆர்.எஸ்.பாரதி அளித்த பேட்டி வருமாறு :- தமிழ்நாட்டில் எந்த ஒரு குற்றச் சம்பவம் நடைபெற்றாலும் அதைத் திராவிட முன்னேற்றக் கழகத்தோடு தொடர்புபடுத்த வேண்டும் என்ற தீய உள்நோக்கத் தோடு எடப்பாடி பழனிசாமி தொடர்ந்து முயன்று வருகிறார். இது இன்று வெட்ட வெளிச்சமாக வெளியே வந்துவிட்டது.: [50, 1852, 219, 2263]
- listing-entry: [760, 200, 1104, 360]
- entry-text: (1) முபாஸ்கர், 14/7, மாரியம்மன் கோயில் தெரு, கஸ்பா, வேலூர். (2) பா.முனுசப்பத் சுவுஸ், 34/28, காதர் வலி ஜூண்டா தெரு, பாரைவம், வேலூர். (3) சிராஜ்சித்துமார், 63/14-பி, அ.வனந்தல் காணார் தெரு, கஸ்பா, வேலூர். (4) அசரீமான் கணன், 3-வது அசலிபாவ் கணன், கஸ்பா, வேலூர். (5) கொ.கஜா நவாஸ், 130, ஜீன்ஸ்பென்ட்ரி ரோடு, வேலூர். (6) ராபாலமுருகன், 1/38, பொன்னியம்மன் கோயில் தெரு, கஸ்பா, வேலூர்.: [760, 451, 1104, 570]
- entry-role-label: அமைப்பாளர் :: [760, 140, 845, 153]
- entry-role-label: துணை அமைப்பாளர்கள் :: [57, 815, 197, 828]
- right-article: [924, 1601, 1462, 2309]
